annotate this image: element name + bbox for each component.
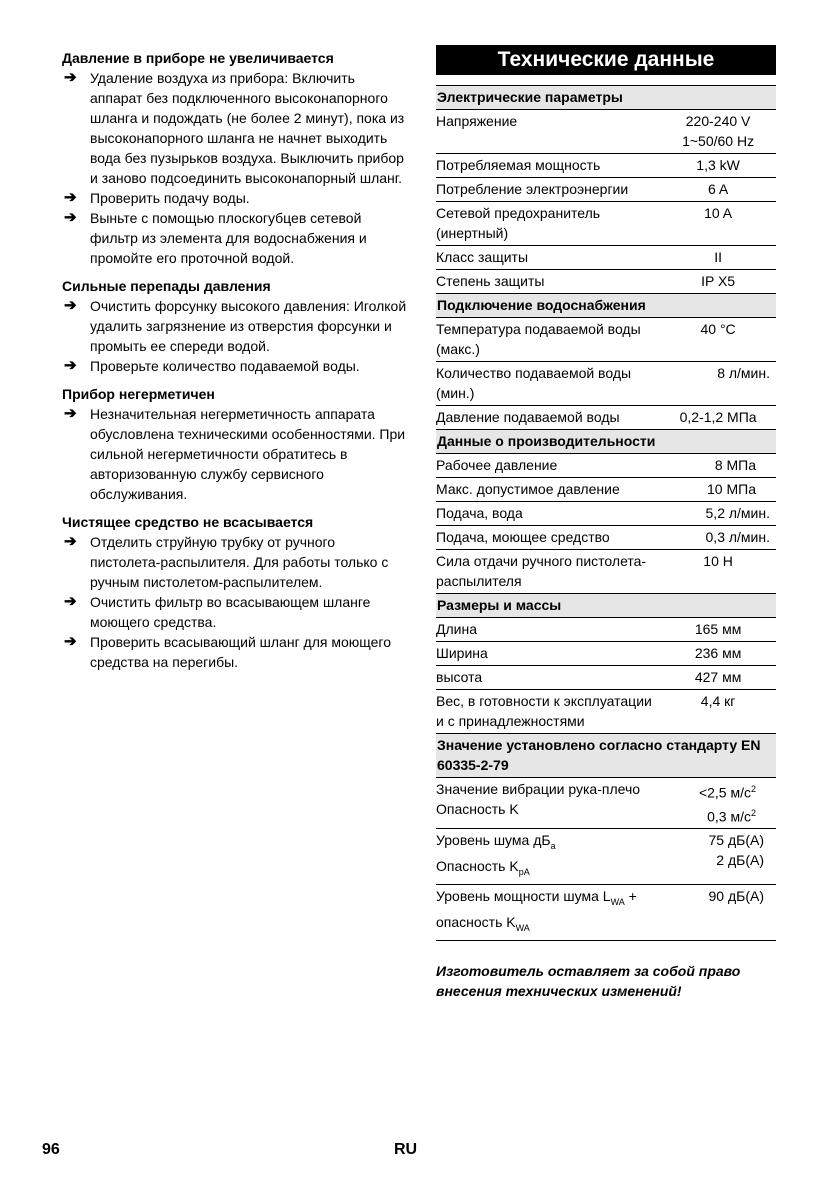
sound-power-label: Уровень мощности шума L bbox=[436, 887, 611, 904]
tech-data-table bbox=[436, 85, 776, 941]
troubleshooting-column bbox=[62, 48, 407, 680]
arrow-icon: ➔ bbox=[64, 633, 77, 650]
table-row: Вес, в готовности к эксплуатации и с принадлежностями 4,4 кг bbox=[436, 690, 776, 734]
step-text: Отделить струйную трубку от ручного пистолета-распылителя. Для работы только с ручным пистолетом-распылителем. bbox=[90, 534, 389, 590]
section-detergent-not-sucked bbox=[62, 512, 407, 672]
arrow-icon: ➔ bbox=[64, 189, 77, 206]
superscript: 2 bbox=[750, 784, 756, 794]
table-row bbox=[436, 778, 776, 829]
sound-power-uncertainty-label: опасность K bbox=[436, 913, 516, 930]
vibration-uncertainty-value: 0,3 м/с bbox=[707, 808, 751, 825]
table-section-header: Размеры и массы bbox=[436, 594, 776, 618]
subscript: WA bbox=[515, 922, 530, 933]
step-text: Очистить форсунку высокого давления: Иголкой удалить загрязнение из отверстия форсунки и промыть ее спереди водой. bbox=[90, 298, 407, 354]
table-row: Сила отдачи ручного пистолета-распылителя 10 Н bbox=[436, 550, 776, 594]
step-item bbox=[62, 296, 407, 356]
step-text: Проверьте количество подаваемой воды. bbox=[90, 358, 360, 374]
step-item bbox=[62, 356, 407, 376]
step-item bbox=[62, 208, 407, 268]
table-row bbox=[436, 829, 776, 885]
table-row: Подача, моющее средство 0,3 л/мин. bbox=[436, 526, 776, 550]
step-text: Очистить фильтр во всасывающем шланге моющего средства. bbox=[90, 594, 371, 630]
section-heading: Давление в приборе не увеличивается bbox=[62, 50, 334, 66]
table-row: Количество подаваемой воды (мин.) 8 л/мин. bbox=[436, 362, 776, 406]
section-heading: Чистящее средство не всасывается bbox=[62, 514, 314, 530]
language-code: RU bbox=[394, 1141, 418, 1158]
subscript: WA bbox=[610, 896, 625, 907]
arrow-icon: ➔ bbox=[64, 209, 77, 226]
table-row: Давление подаваемой воды 0,2-1,2 МПа bbox=[436, 406, 776, 430]
step-item bbox=[62, 532, 407, 592]
step-item bbox=[62, 404, 407, 504]
noise-label: Уровень шума дБ bbox=[436, 832, 551, 849]
section-heading: Прибор негерметичен bbox=[62, 386, 215, 402]
step-text: Проверить всасывающий шланг для моющего средства на перегибы. bbox=[90, 634, 392, 670]
sound-power-value: 90 дБ(A) bbox=[660, 884, 776, 940]
table-row: Напряжение 220-240 V 1~50/60 Hz bbox=[436, 110, 776, 154]
step-item bbox=[62, 188, 407, 208]
table-row: Ширина 236 мм bbox=[436, 642, 776, 666]
arrow-icon: ➔ bbox=[64, 593, 77, 610]
table-section-header: Значение установлено согласно стандарту EN 60335-2-79 bbox=[436, 734, 776, 778]
step-item bbox=[62, 592, 407, 632]
tech-data-column bbox=[436, 45, 776, 1001]
vibration-value: <2,5 м/с bbox=[698, 784, 751, 801]
table-row: Степень защиты IP X5 bbox=[436, 270, 776, 294]
section-device-leaking bbox=[62, 384, 407, 504]
table-row: Сетевой предохранитель (инертный) 10 A bbox=[436, 202, 776, 246]
table-section-header: Данные о производительности bbox=[436, 430, 776, 454]
table-section-header: Электрические параметры bbox=[436, 86, 776, 110]
step-text: Незначительная негерметичность аппарата обусловлена техническими особенностями. При сильной негерметичности обратитесь в авторизованную службу сервисного обслуживания. bbox=[90, 406, 406, 502]
vibration-label: Значение вибрации рука-плечо bbox=[436, 781, 641, 797]
noise-uncertainty-value: 2 дБ(A) bbox=[716, 852, 764, 869]
section-heading: Сильные перепады давления bbox=[62, 278, 271, 294]
subscript: pA bbox=[518, 866, 530, 877]
arrow-icon: ➔ bbox=[64, 533, 77, 550]
table-row: Температура подаваемой воды (макс.) 40 °C bbox=[436, 318, 776, 362]
subscript: a bbox=[550, 841, 556, 852]
section-pressure-not-increasing bbox=[62, 48, 407, 268]
section-pressure-fluctuations bbox=[62, 276, 407, 376]
table-row: высота 427 мм bbox=[436, 666, 776, 690]
manufacturer-note: Изготовитель оставляет за собой право внесения технических изменений! bbox=[436, 962, 741, 999]
step-text: Удаление воздуха из прибора: Включить аппарат без подключенного высоконапорного шланга и подождать (не более 2 минут), пока из высоконапорного шланга не начнет выходить вода без пузырьков воздуха. Выключить прибор и заново подсоединить высоконапорный шланг. bbox=[90, 70, 405, 186]
table-row: Длина 165 мм bbox=[436, 618, 776, 642]
step-item bbox=[62, 68, 407, 188]
step-text: Выньте с помощью плоскогубцев сетевой фильтр из элемента для водоснабжения и промойте его проточной водой. bbox=[90, 210, 367, 266]
page-number: 96 bbox=[42, 1141, 60, 1158]
table-row: Подача, вода 5,2 л/мин. bbox=[436, 502, 776, 526]
arrow-icon: ➔ bbox=[64, 357, 77, 374]
table-row: Потребляемая мощность 1,3 kW bbox=[436, 154, 776, 178]
table-row: Рабочее давление 8 МПа bbox=[436, 454, 776, 478]
arrow-icon: ➔ bbox=[64, 405, 77, 422]
table-section-header: Подключение водоснабжения bbox=[436, 294, 776, 318]
arrow-icon: ➔ bbox=[64, 69, 77, 86]
frequency-value: 1~50/60 Hz bbox=[682, 133, 755, 149]
step-text: Проверить подачу воды. bbox=[90, 190, 250, 206]
arrow-icon: ➔ bbox=[64, 297, 77, 314]
noise-value: 75 дБ(A) bbox=[708, 832, 764, 849]
table-row: Уровень мощности шума $L_{WA}$ + опасность $K_{WA}$ 90 дБ(A) bbox=[436, 884, 776, 940]
table-row: Потребление электроэнергии 6 A bbox=[436, 178, 776, 202]
voltage-value: 220-240 V bbox=[685, 113, 751, 129]
table-row: Макс. допустимое давление 10 МПа bbox=[436, 478, 776, 502]
step-item bbox=[62, 632, 407, 672]
page-title: Технические данные bbox=[436, 45, 776, 75]
superscript: 2 bbox=[750, 807, 756, 818]
vibration-uncertainty-label: Опасность K bbox=[436, 801, 519, 817]
table-row: Класс защиты II bbox=[436, 246, 776, 270]
noise-uncertainty-label: Опасность K bbox=[436, 858, 519, 875]
